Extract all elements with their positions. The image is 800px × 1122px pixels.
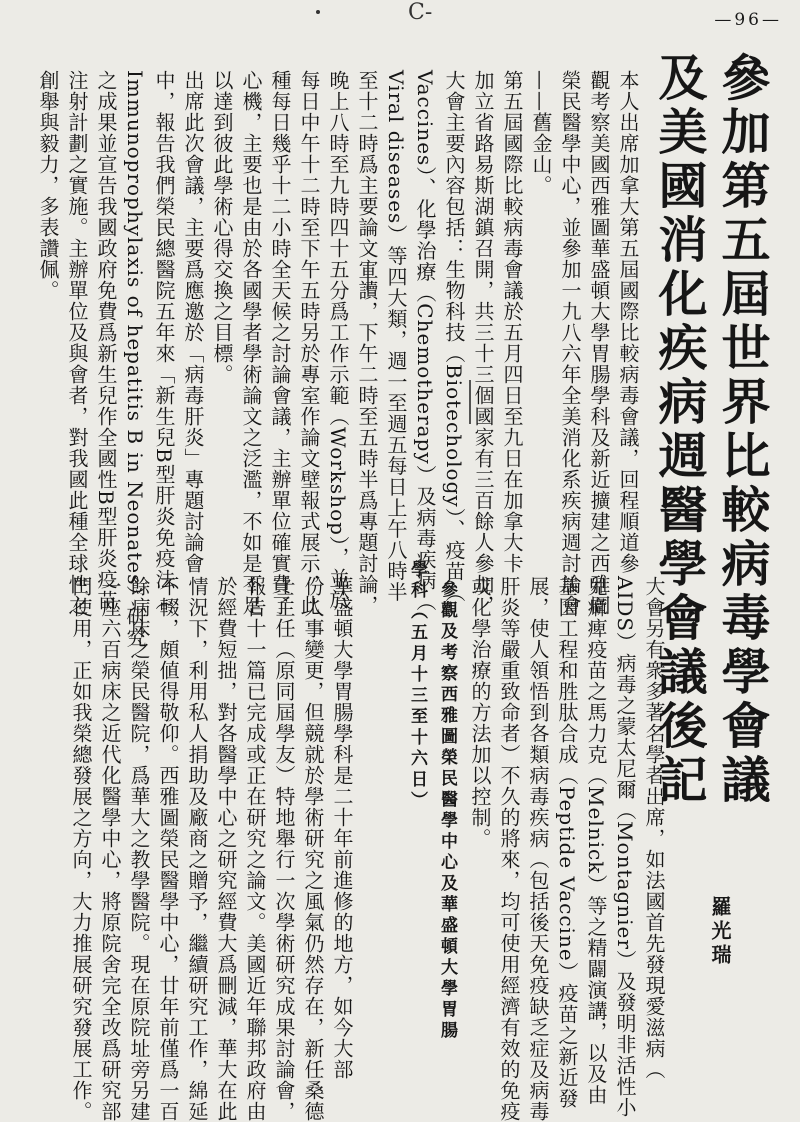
text-column: 本人出席加拿大第五屆國際比較病毒會議，回程順道參: [616, 70, 640, 574]
page-number: —96—: [714, 10, 782, 30]
text-column: 報告十一篇已完成或正在研究之論文。美國近年聯邦政府由: [243, 576, 267, 1122]
text-column: 種每日幾乎十二小時全天候之討論會議，主辦單位確實費了: [268, 70, 292, 616]
text-column: 大會主要內容包括：生物科技（Biotechology）、疫苗（: [442, 70, 466, 603]
text-column: ——舊金山。: [529, 70, 553, 196]
article-title-line-1: 參加第五屆世界比較病毒學會議: [714, 52, 772, 808]
text-column: 第五屆國際比較病毒會議於五月四日至九日在加拿大卡: [500, 70, 524, 574]
section-heading-line-1: 參觀及考察西雅圖榮民醫學中心及華盛頓大學胃腸: [437, 580, 457, 1042]
text-column: 兒痲痺疫苗之馬力克（Melnick）等之精闢演講，以及由: [584, 576, 608, 1106]
author-name: 羅光瑞: [708, 896, 732, 968]
text-column: 之成果並宣告我國政府免費爲新生兒作全國性B型肝炎疫苗: [94, 70, 118, 611]
text-column: 觀考察美國西雅圖華盛頓大學胃腸學科及新近擴建之西雅圖: [587, 70, 611, 616]
text-column: 晚上八時至九時四十五分爲工作示範（Workshop），並於: [326, 70, 350, 610]
text-column: 或化學治療的方法加以控制。: [468, 576, 492, 849]
text-column: 肝炎等嚴重致命者）不久的將來，均可使用經濟有效的免疫: [497, 576, 521, 1122]
text-column: 華盛頓大學胃腸學科是二十年前進修的地方，如今大部: [330, 576, 354, 1080]
text-column: 份人事變更，但競就於學術研究之風氣仍然存在，新任桑德: [301, 576, 325, 1122]
text-column: 大會另有衆多著名學者出席，如法國首先發現愛滋病（: [642, 576, 666, 1080]
text-column: 於經費短拙，對各醫學中心之研究經費大爲刪減，華大在此: [214, 576, 238, 1122]
text-column: 出席此次會議，主要爲應邀於「病毒肝炎」專題討論會: [181, 70, 205, 574]
text-column: 門使用，正如我榮總發展之方向，大力推展研究發展工作。: [69, 576, 93, 1122]
text-column: 創舉與毅力，多表讚佩。: [36, 70, 60, 301]
article-title-line-2: 及美國消化疾病週醫學會議後記: [651, 52, 709, 808]
text-column: 每日中午十二時至下午五時另於專室作論文壁報式展示，此: [297, 70, 321, 616]
ink-dot: [316, 10, 320, 14]
text-column: 至十二時爲主要論文宣讀，下午二時至五時半爲專題討論，: [355, 70, 379, 616]
text-column: Viral diseases）等四大類，週一至週五每日上午八時半: [384, 70, 408, 603]
text-column: 基因工程和胜肽合成（Peptide Vaccine）疫苗之新近發: [555, 576, 579, 1109]
section-heading-line-2: 學科（五月十三至十六日）: [407, 560, 427, 812]
text-column: 以達到彼此學術心得交換之目標。: [210, 70, 234, 385]
text-column: Immunoprophylaxis of hepatitis B in Neonates）研究: [123, 70, 147, 649]
text-column: 士主任（原同屆學友）特地舉行一次學術研究成果討論會，: [272, 576, 296, 1122]
text-column: 心機，主要也是由於各國學者學術論文之泛濫，不如是不足: [239, 70, 263, 616]
text-column: 加立省路易斯湖鎮召開，共三十三個國家有三百餘人參加，: [471, 70, 495, 616]
text-column: 注射計劃之實施。主辦單位及與會者，對我國此種全球性之: [65, 70, 89, 616]
stray-handwritten-mark: C-: [408, 0, 433, 25]
text-column: 中，報告我們榮民總醫院五年來「新生兒B型肝炎免疫法（: [152, 70, 176, 611]
text-column: 餘病床之榮民醫院，爲華大之教學醫院。現在原院址旁另建: [127, 576, 151, 1122]
text-column: Vaccines）、化學治療（Chemotherapy）及病毒疾病（: [413, 70, 437, 612]
text-column: AIDS）病毒之蒙太尼爾（Montagnier）及發明非活性小: [613, 576, 637, 1118]
text-column: 情況下，利用私人捐助及廠商之贈予，繼續研究工作，綿延: [185, 576, 209, 1122]
text-column: 展，使人領悟到各類病毒疾病（包括後天免疫缺乏症及病毒: [526, 576, 550, 1122]
text-column: 一座六百病床之近代化醫學中心，將原院舍完全改爲研究部: [98, 576, 122, 1122]
text-column: 榮民醫學中心，並參加一九八六年全美消化系疾病週討論會: [558, 70, 582, 616]
text-column: 不輟，頗値得敬仰。西雅圖榮民醫學中心，廿年前僅爲一百: [156, 576, 180, 1122]
